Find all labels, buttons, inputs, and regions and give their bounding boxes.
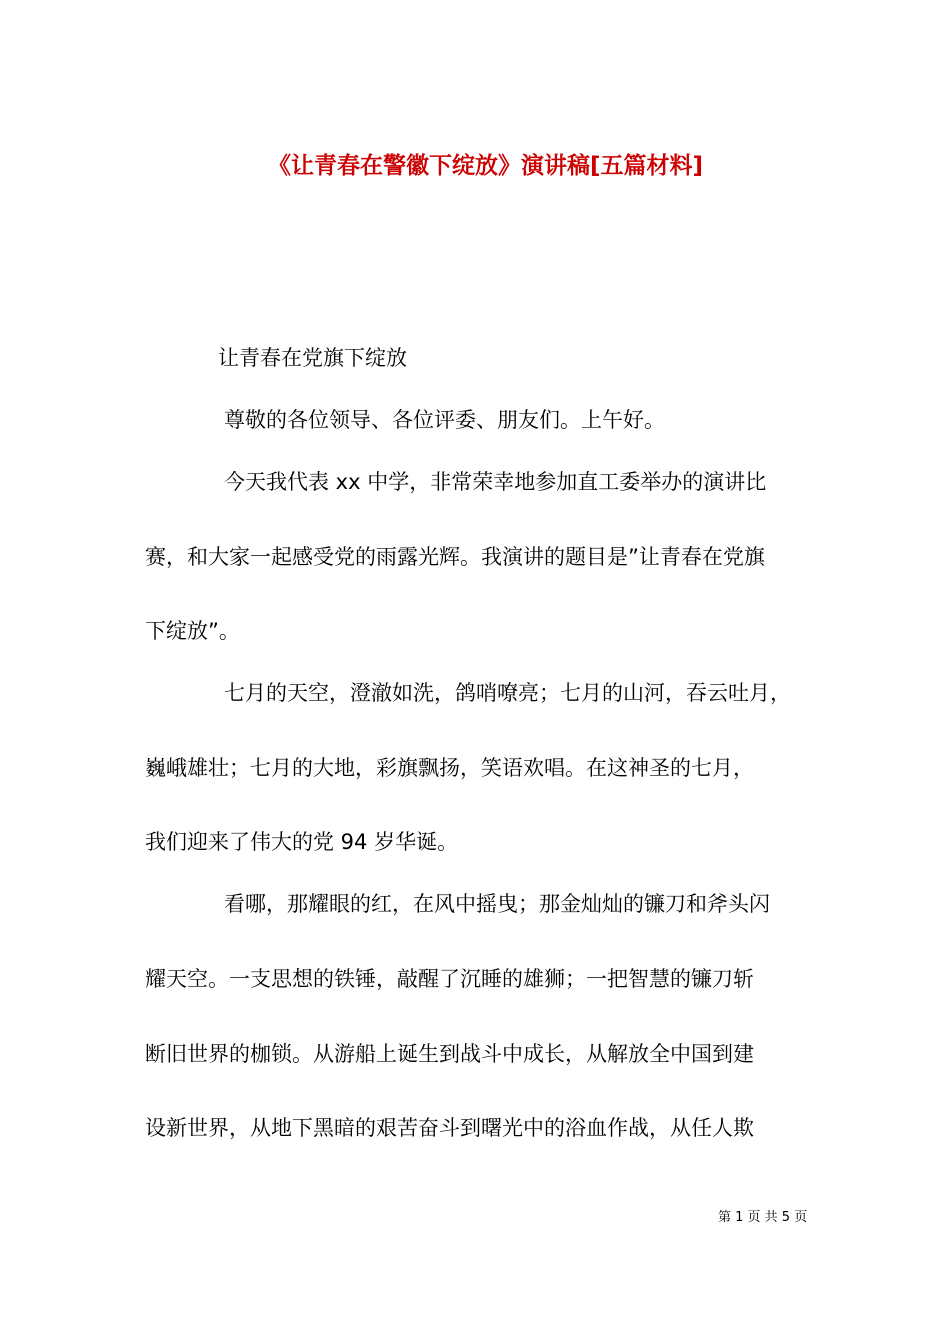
paragraph-line: 看哪，那耀眼的红，在风中摇曳；那金灿灿的镰刀和斧头闪 xyxy=(224,892,770,916)
document-title: 《让青春在警徽下绽放》演讲稿[五篇材料] xyxy=(268,153,704,180)
paragraph-line: 我们迎来了伟大的党 94 岁华诞。 xyxy=(145,830,459,854)
page-number: 第 1 页 共 5 页 xyxy=(718,1210,808,1225)
paragraph-line: 耀天空。一支思想的铁锤，敲醒了沉睡的雄狮；一把智慧的镰刀斩 xyxy=(145,967,754,991)
paragraph-line: 赛，和大家一起感受党的雨露光辉。我演讲的题目是”让青春在党旗 xyxy=(145,545,765,569)
paragraph-line: 今天我代表 xx 中学，非常荣幸地参加直工委举办的演讲比 xyxy=(224,470,767,494)
paragraph-line: 断旧世界的枷锁。从游船上诞生到战斗中成长，从解放全中国到建 xyxy=(145,1042,754,1066)
paragraph-line: 尊敬的各位领导、各位评委、朋友们。上午好。 xyxy=(224,408,665,432)
paragraph-line: 下绽放”。 xyxy=(145,619,240,643)
paragraph-line: 七月的天空，澄澈如洗，鸽哨嘹亮；七月的山河，吞云吐月， xyxy=(224,681,791,705)
paragraph-line: 设新世界，从地下黑暗的艰苦奋斗到曙光中的浴血作战，从任人欺 xyxy=(145,1116,754,1140)
document-subtitle: 让青春在党旗下绽放 xyxy=(218,346,407,370)
paragraph-line: 巍峨雄壮；七月的大地，彩旗飘扬，笑语欢唱。在这神圣的七月， xyxy=(145,756,754,780)
